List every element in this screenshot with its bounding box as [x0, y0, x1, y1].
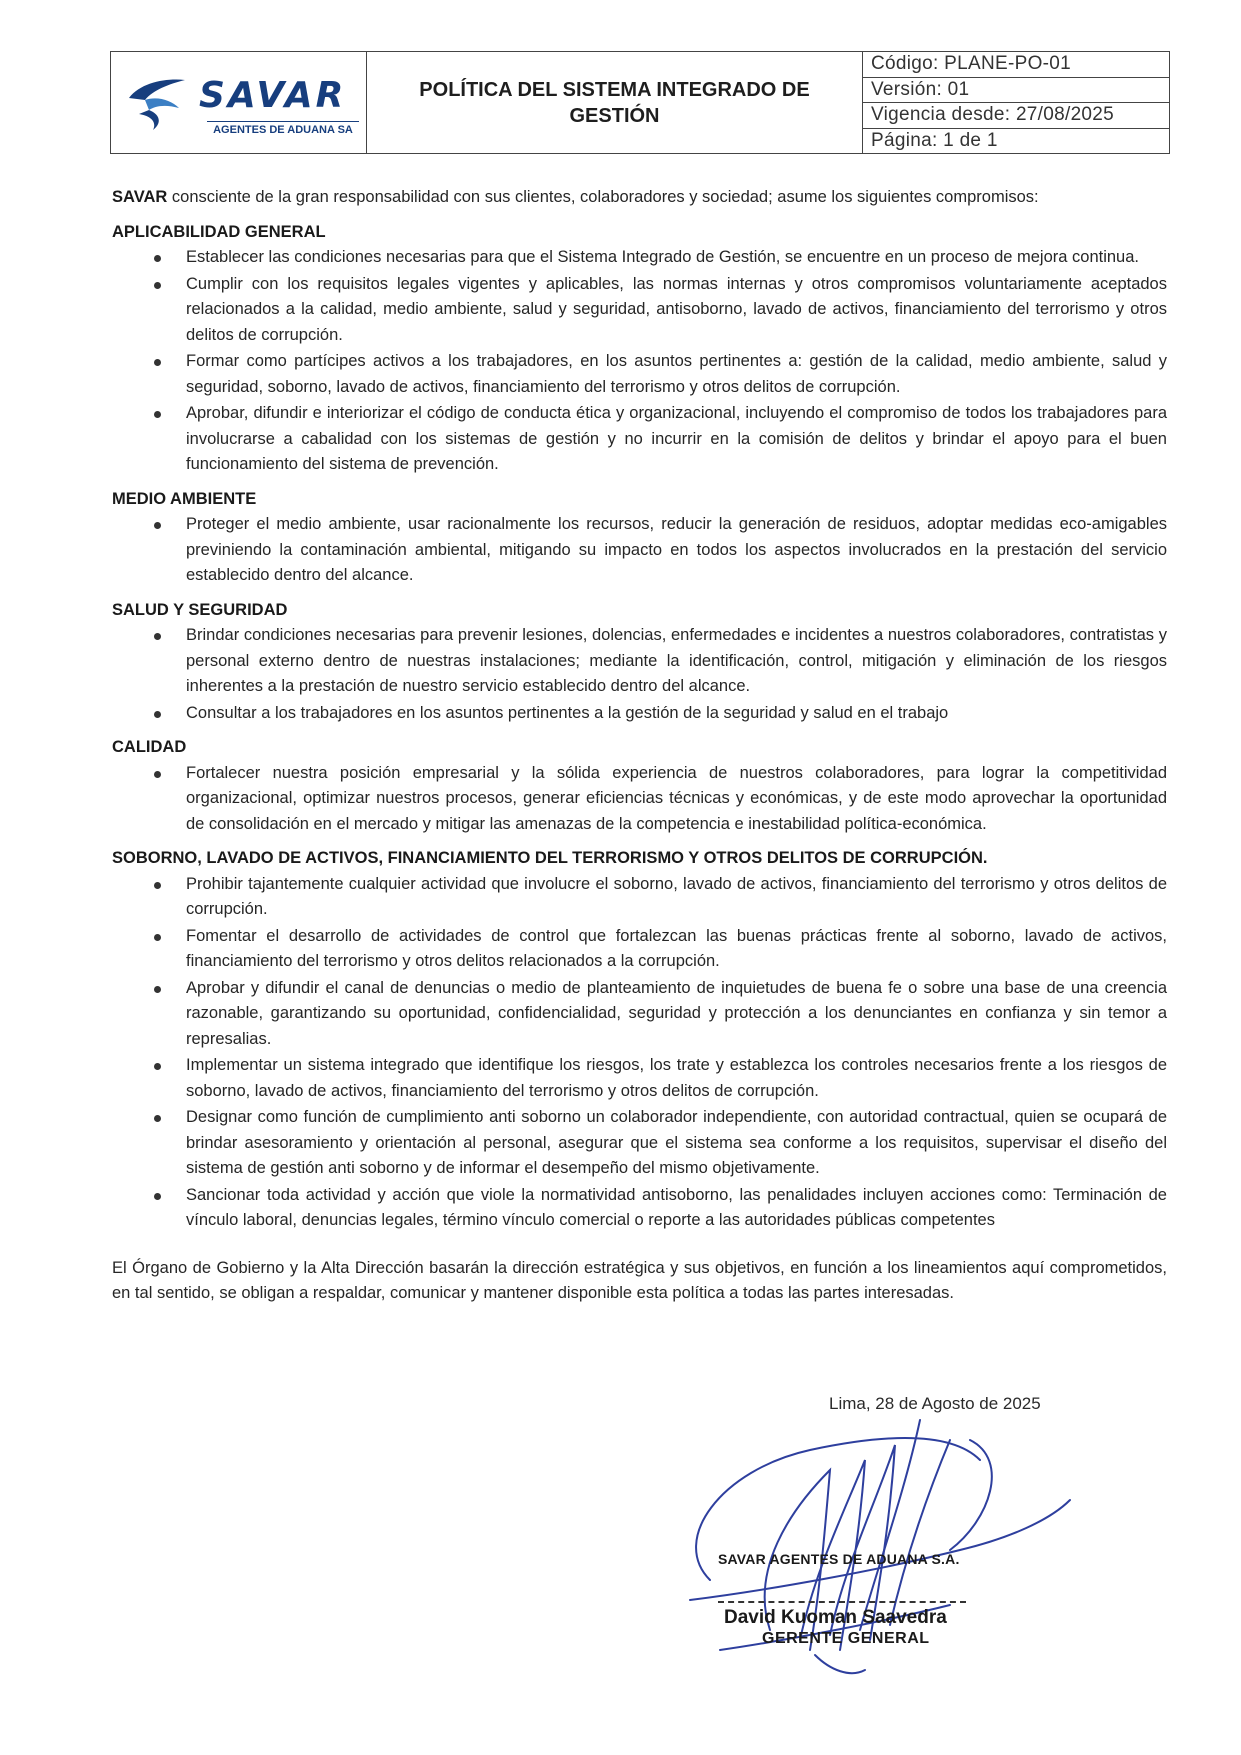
bullet-icon	[154, 986, 161, 993]
intro-paragraph	[112, 185, 1167, 211]
bullet-icon	[154, 255, 161, 262]
list-item	[112, 272, 1167, 349]
section-heading: CALIDAD	[112, 738, 187, 756]
bullet-icon	[154, 282, 161, 289]
list-item-text: Prohibir tajantemente cualquier actividad que involucre el soborno, lavado de activos, financiamiento del terrorismo y otros delitos de corrupción.	[186, 874, 1167, 918]
section-heading: MEDIO AMBIENTE	[112, 489, 257, 508]
signature-line	[718, 1601, 966, 1603]
bullet-icon	[154, 882, 161, 889]
list-item	[112, 1105, 1167, 1182]
document-page-number: Página: 1 de 1	[871, 129, 998, 151]
document-header	[110, 51, 1170, 154]
list-item	[112, 1053, 1167, 1104]
logo-wordmark: SAVAR	[199, 75, 347, 116]
section-heading: APLICABILIDAD GENERAL	[112, 222, 326, 241]
bullet-icon	[154, 359, 161, 366]
section-environment	[112, 487, 1167, 589]
logo-subtitle: AGENTES DE ADUANA SA	[207, 121, 359, 136]
bullet-icon	[154, 633, 161, 640]
signer-name: David Kuoman Saavedra	[724, 1607, 947, 1628]
bullet-icon	[154, 771, 161, 778]
section-quality	[112, 735, 1167, 837]
document-meta	[863, 52, 1169, 153]
list-item-text: Consultar a los trabajadores en los asuntos pertinentes a la gestión de la seguridad y salud en el trabajo	[186, 703, 949, 722]
section-anti-bribery	[112, 846, 1167, 1234]
place-date: Lima, 28 de Agosto de 2025	[829, 1394, 1041, 1413]
list-item	[112, 924, 1167, 975]
document-title: POLÍTICA DEL SISTEMA INTEGRADO DE GESTIÓN	[367, 52, 863, 153]
list-item-text: Aprobar, difundir e interiorizar el código de conducta ética y organizacional, incluyendo el compromiso de todos los trabajadores para involucrarse a cabalidad con los sistemas de gestión y no incurrir en la comisión de delitos y brindar el apoyo para el buen funcionamiento del sistema de prevención.	[186, 404, 1167, 473]
list-item-text: Cumplir con los requisitos legales vigentes y aplicables, las normas internas y otros compromisos voluntariamente aceptados relacionados a la calidad, medio ambiente, salud y seguridad, antisoborno, lavado de activos, financiamiento del terrorismo y otros delitos de corrupción.	[186, 274, 1167, 344]
closing-paragraph: El Órgano de Gobierno y la Alta Dirección basarán la dirección estratégica y sus objetivos, en función a los lineamientos aquí comprometidos, en tal sentido, se obligan a respaldar, comunicar y mantener disponible esta política a todas las partes interesadas.	[112, 1258, 1167, 1302]
company-logo	[111, 52, 367, 153]
list-item	[112, 245, 1167, 271]
list-item-text: Establecer las condiciones necesarias para que el Sistema Integrado de Gestión, se encuentre en un proceso de mejora continua.	[186, 248, 1139, 266]
intro-company: SAVAR	[112, 188, 168, 206]
intro-text: consciente de la gran responsabilidad con sus clientes, colaboradores y sociedad; asume los siguientes compromisos:	[167, 188, 1039, 206]
list-item	[112, 701, 1167, 727]
signer-role: GERENTE GENERAL	[762, 1630, 930, 1647]
document-body	[112, 185, 1167, 1307]
list-item-text: Implementar un sistema integrado que identifique los riesgos, los trate y establezca los controles necesarios frente a los riesgos de soborno, lavado de activos, financiamiento del terrorismo y otros delitos de corrupción.	[186, 1056, 1167, 1100]
list-item-text: Fortalecer nuestra posición empresarial y la sólida experiencia de nuestros colaboradores, para lograr la competitividad organizacional, optimizar nuestros procesos, generar eficiencias técnicas y económicas, y de este modo aprovechar la oportunidad de consolidación en el mercado y mitigar las amenazas de la competencia e inestabilidad política-económica.	[186, 763, 1167, 833]
stamp-company: SAVAR AGENTES DE ADUANA S.A.	[718, 1551, 960, 1567]
list-item	[112, 349, 1167, 400]
list-item	[112, 512, 1167, 589]
list-item	[112, 1183, 1167, 1234]
list-item	[112, 761, 1167, 838]
bullet-icon	[154, 1115, 161, 1122]
list-item-text: Aprobar y difundir el canal de denuncias o medio de planteamiento de inquietudes de buena fe o sobre una base de una creencia razonable, garantizando su oportunidad, confidencialidad, seguridad y protección a los denunciantes en confianza y sin temor a represalias.	[186, 978, 1167, 1048]
list-item	[112, 401, 1167, 478]
document-validity: Vigencia desde: 27/08/2025	[863, 103, 1169, 129]
section-heading: SOBORNO, LAVADO DE ACTIVOS, FINANCIAMIENTO DEL TERRORISMO Y OTROS DELITOS DE CORRUPCIÓN.	[112, 849, 988, 867]
list-item	[112, 872, 1167, 923]
list-item-text: Fomentar el desarrollo de actividades de control que fortalezcan las buenas prácticas frente al soborno, lavado de activos, financiamiento del terrorismo y otros delitos relacionados a la corrupción.	[186, 926, 1167, 970]
list-item-text: Formar como partícipes activos a los trabajadores, en los asuntos pertinentes a: gestión de la calidad, medio ambiente, salud y seguridad, soborno, lavado de activos, financiamiento del terrorismo y otros delitos de corrupción.	[186, 352, 1167, 396]
section-health-safety	[112, 598, 1167, 727]
bullet-icon	[154, 1063, 161, 1070]
bullet-icon	[154, 411, 161, 418]
document-version: Versión: 01	[863, 78, 1169, 104]
section-heading: SALUD Y SEGURIDAD	[112, 600, 288, 619]
document-code: Código: PLANE-PO-01	[863, 52, 1169, 78]
list-item-text: Designar como función de cumplimiento anti soborno un colaborador independiente, con autoridad contractual, quien se ocupará de brindar asesoramiento y orientación al personal, asegurar que el sistema sea conforme a los requisitos, supervisar el diseño del sistema de gestión anti soborno y de informar el desempeño del mismo objetivamente.	[186, 1108, 1167, 1177]
list-item-text: Proteger el medio ambiente, usar racionalmente los recursos, reducir la generación de residuos, adoptar medidas eco-amigables previniendo la contaminación ambiental, mitigando su impacto en todos los aspectos involucrados en la prestación del servicio establecido dentro del alcance.	[186, 515, 1167, 584]
list-item-text: Brindar condiciones necesarias para prevenir lesiones, dolencias, enfermedades e incidentes a nuestros colaboradores, contratistas y personal externo dentro de nuestras instalaciones; mediante la identificación, control, mitigación y eliminación de los riesgos inherentes a la prestación de nuestro servicio establecido dentro del alcance.	[186, 626, 1167, 695]
bullet-icon	[154, 522, 161, 529]
bullet-icon	[154, 711, 161, 718]
savar-logo-icon	[123, 74, 191, 132]
section-general	[112, 220, 1167, 478]
bullet-icon	[154, 934, 161, 941]
bullet-icon	[154, 1193, 161, 1200]
list-item	[112, 623, 1167, 700]
list-item	[112, 976, 1167, 1053]
list-item-text: Sancionar toda actividad y acción que viole la normatividad antisoborno, las penalidades incluyen acciones como: Terminación de vínculo laboral, denuncias legales, término vínculo comercial o reporte a las autoridades públicas competentes	[186, 1185, 1167, 1229]
